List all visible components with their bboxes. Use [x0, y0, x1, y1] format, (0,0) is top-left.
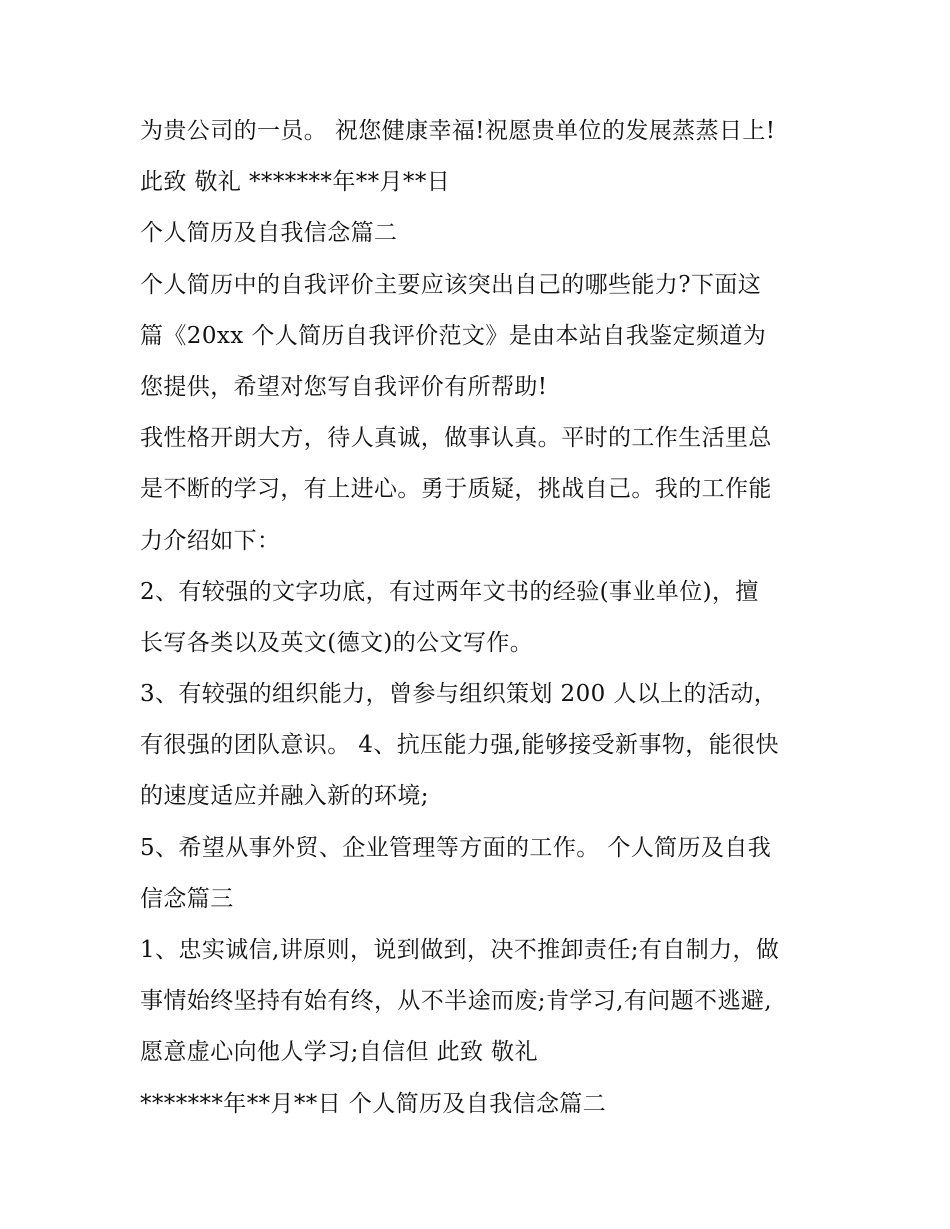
text-line: 事情始终坚持有始有终，从不半途而废;肯学习,有问题不逃避, — [140, 988, 772, 1015]
text-line: 愿意虚心向他人学习;自信但 此致 敬礼 — [140, 1039, 538, 1066]
document-body — [140, 106, 830, 1130]
text-line: 是不断的学习，有上进心。勇于质疑，挑战自己。我的工作能 — [140, 476, 772, 503]
text-line: 此致 敬礼 *******年**月**日 — [140, 169, 451, 196]
text-line: 3、有较强的组织能力，曾参与组织策划 200 人以上的活动， — [140, 681, 778, 708]
text-line: 个人简历中的自我评价主要应该突出自己的哪些能力?下面这 — [140, 271, 762, 298]
text-line: 力介绍如下： — [140, 527, 281, 554]
text-line: 2、有较强的文字功底，有过两年文书的经验(事业单位)，擅 — [140, 578, 759, 605]
text-line: 信念篇三 — [140, 885, 234, 912]
text-line: 有很强的团队意识。 4、抗压能力强,能够接受新事物，能很快 — [140, 732, 779, 759]
section-heading: 个人简历及自我信念篇二 — [140, 220, 398, 247]
text-line: 5、希望从事外贸、企业管理等方面的工作。 个人简历及自我 — [140, 834, 772, 861]
text-line: 为贵公司的一员。 祝您健康幸福!祝愿贵单位的发展蒸蒸日上! — [140, 118, 776, 144]
text-line: 我性格开朗大方，待人真诚，做事认真。平时的工作生活里总 — [140, 425, 772, 452]
text-line: 的速度适应并融入新的环境; — [140, 783, 429, 810]
text-line: 1、忠实诚信,讲原则，说到做到，决不推卸责任;有自制力，做 — [140, 937, 780, 963]
text-line: *******年**月**日 个人简历及自我信念篇二 — [140, 1090, 607, 1117]
text-line: 您提供，希望对您写自我评价有所帮助! — [140, 373, 548, 400]
text-line: 篇《20xx 个人简历自我评价范文》是由本站自我鉴定频道为 — [140, 322, 767, 349]
text-line: 长写各类以及英文(德文)的公文写作。 — [140, 629, 534, 656]
